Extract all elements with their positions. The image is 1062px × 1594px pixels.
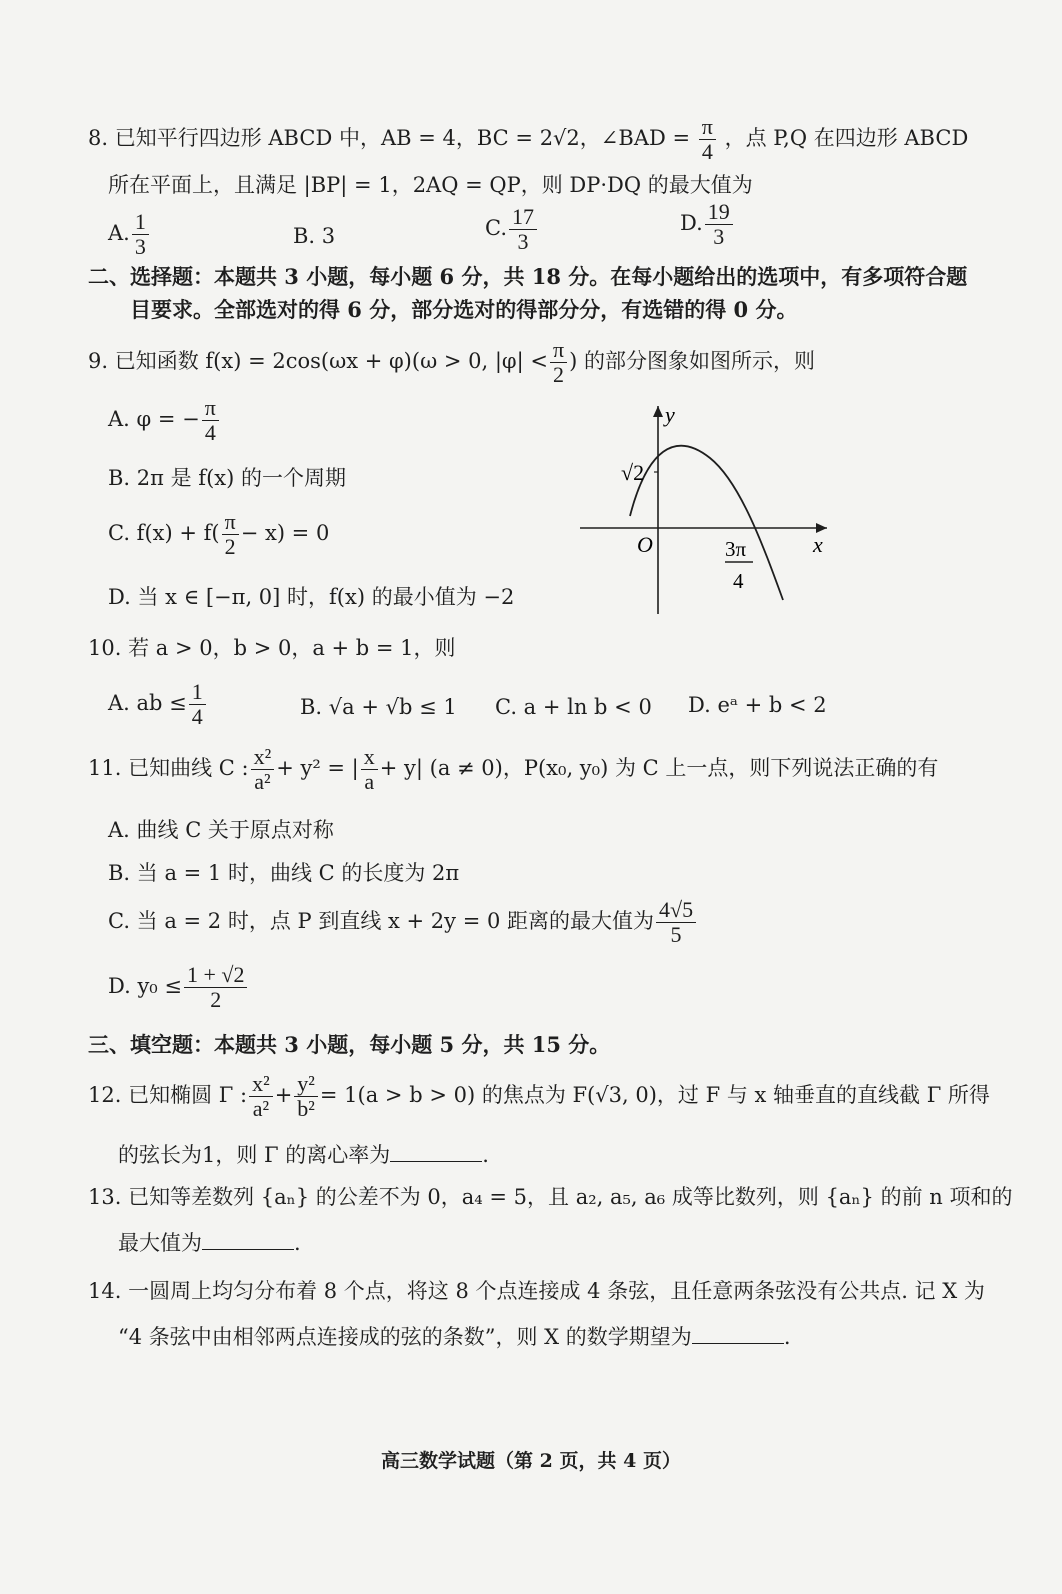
q12-answer-blank[interactable]	[390, 1141, 482, 1162]
page-footer: 高三数学试题（第 2 页，共 4 页）	[381, 1450, 681, 1472]
q12-stem: 12. 已知椭圆 Γ : $\frac{\text{x²}}{\text{a²}}$ + $\frac{\text{y²}}{\text{b²}}$ = 1(a > b > 0) 的焦点为 F(√3, 0)，过 F 与 x 轴垂直的直线截 Γ 所得	[88, 1071, 990, 1121]
q10-stem: 10. 若 a > 0，b > 0，a + b = 1，则	[88, 636, 456, 660]
q9-stem: 9. 已知函数 f(x) = 2cos(ωx + φ)(ω > 0, |φ| < $\frac{\pi}{2}$ ) 的部分图象如图所示，则	[88, 337, 815, 387]
q9-option-b: B. 2π 是 f(x) 的一个周期	[108, 466, 346, 490]
q14-line2: “4 条弦中由相邻两点连接成的弦的条数”，则 X 的数学期望为 .	[118, 1325, 791, 1349]
q10-option-a: A. ab ≤ $\frac{1}{4}$	[108, 680, 208, 729]
cosine-curve	[630, 446, 783, 600]
q11-stem: 11. 已知曲线 C : $\frac{\text{x²}}{\text{a²}}$ + y² = | $\frac{x}{a}$ + y| (a ≠ 0)，P(x₀, y₀) 为 C 上一点，则下列说法正确的有	[88, 744, 939, 794]
q8-stem-line1: 8. 已知平行四边形 ABCD 中，AB = 4，BC = 2√2，∠BAD = $\frac{\pi}{4}$ ，点 P,Q 在四边形 ABCD	[88, 114, 969, 164]
q11-option-a: A. 曲线 C 关于原点对称	[108, 818, 334, 842]
q14-answer-blank[interactable]	[692, 1323, 784, 1344]
q10-option-b: B. √a + √b ≤ 1	[300, 695, 457, 719]
q8-option-d: D. $\frac{19}{3}$	[680, 200, 735, 249]
q9-option-c: C. f(x) + f( $\frac{\pi}{2}$ − x) = 0	[108, 509, 330, 559]
q8-option-c: C. $\frac{17}{3}$	[485, 205, 539, 254]
x-tick-numerator: 3π	[725, 537, 747, 561]
x-axis-label: x	[813, 532, 823, 557]
y-axis-arrow-icon	[653, 406, 663, 417]
q9-option-a: A. φ = − $\frac{\pi}{4}$	[108, 396, 221, 445]
q11-option-d: D. y₀ ≤ $\frac{1 + √2}{2}$	[108, 963, 249, 1012]
q14-line1: 14. 一圆周上均匀分布着 8 个点，将这 8 个点连接成 4 条弦，且任意两条弦没有公共点. 记 X 为	[88, 1279, 985, 1303]
q13-line1: 13. 已知等差数列 {aₙ} 的公差不为 0，a₄ = 5，且 a₂, a₅, a₆ 成等比数列，则 {aₙ} 的前 n 项和的	[88, 1185, 1013, 1209]
q8-stem-line2: 所在平面上，且满足 |BP| = 1，2AQ = QP，则 DP·DQ 的最大值为	[108, 173, 753, 197]
x-tick-denominator: 4	[733, 569, 744, 593]
q8-option-a: A. $\frac{1}{3}$	[108, 210, 151, 259]
q11-option-c: C. 当 a = 2 时，点 P 到直线 x + 2y = 0 距离的最大值为 $\frac{4√5}{5}$	[108, 898, 698, 947]
q8-option-b: B. 3	[293, 224, 336, 248]
section2-heading-line2: 目要求。全部选对的得 6 分，部分选对的得部分分，有选错的得 0 分。	[130, 297, 798, 322]
q9-function-graph	[575, 400, 835, 618]
q11-option-b: B. 当 a = 1 时，曲线 C 的长度为 2π	[108, 861, 460, 885]
section2-heading-line1: 二、选择题：本题共 3 小题，每小题 6 分，共 18 分。在每小题给出的选项中，有多项符合题	[88, 264, 968, 289]
q9-option-d: D. 当 x ∈ [−π, 0] 时，f(x) 的最小值为 −2	[108, 585, 515, 609]
q10-option-d: D. eᵃ + b < 2	[688, 693, 827, 717]
y-axis-label: y	[665, 402, 675, 427]
q13-line2: 最大值为 .	[118, 1231, 301, 1255]
section3-heading: 三、填空题：本题共 3 小题，每小题 5 分，共 15 分。	[88, 1032, 611, 1057]
q10-option-c: C. a + ln b < 0	[495, 695, 652, 719]
origin-label: O	[637, 532, 653, 557]
q13-answer-blank[interactable]	[202, 1229, 294, 1250]
y-tick-label: √2	[621, 460, 645, 485]
q12-line2: 的弦长为1，则 Γ 的离心率为 .	[118, 1143, 489, 1167]
